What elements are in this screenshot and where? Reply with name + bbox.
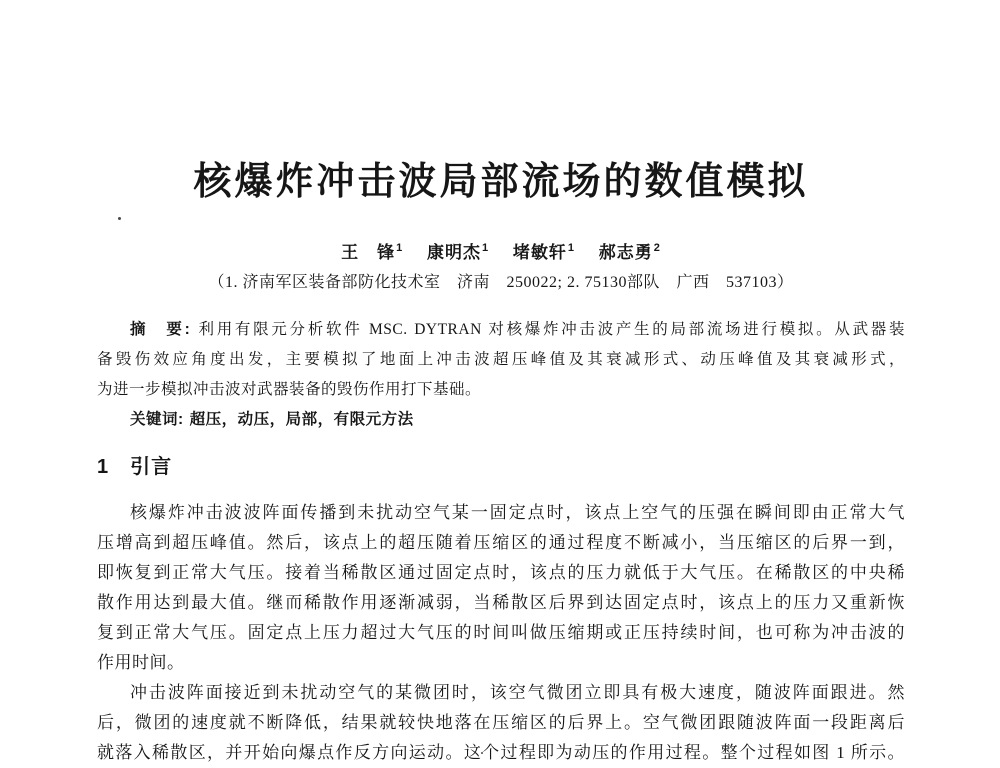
abstract-line: 备毁伤效应角度出发，主要模拟了地面上冲击波超压峰值及其衰减形式、动压峰值及其衰减形式，: [97, 350, 905, 368]
author-name: 王 锋: [341, 242, 396, 262]
abstract-text: 利用有限元分析软件 MSC. DYTRAN 对核爆炸冲击波产生的局部流场进行模拟。从武器装: [196, 320, 905, 338]
body-line: 即恢复到正常大气压。接着当稀散区通过固定点时，该点的压力就低于大气压。在稀散区的中央稀: [97, 563, 905, 583]
abstract-block: [97, 315, 905, 435]
keywords-label: 关键词:: [130, 410, 184, 428]
body-line: 核爆炸冲击波波阵面传播到未扰动空气某一固定点时，该点上空气的压强在瞬间即由正常大气: [130, 503, 905, 523]
author: [513, 243, 575, 262]
body-line: 散作用达到最大值。继而稀散作用逐渐减弱，当稀散区后界到达固定点时，该点上的压力又重新恢: [97, 593, 905, 613]
author-affil-mark: 1: [482, 242, 490, 254]
paragraph-2: [97, 678, 905, 768]
abstract-label: 摘 要:: [130, 320, 191, 338]
abstract-line: 为进一步模拟冲击波对武器装备的毁伤作用打下基础。: [97, 380, 482, 398]
body-line: 就落入稀散区，并开始向爆点作反方向运动。这个过程即为动压的作用过程。整个过程如图 1 所示。: [97, 743, 905, 763]
affiliation-line: （1. 济南军区装备部防化技术室 济南 250022; 2. 75130部队 广西 537103）: [208, 273, 794, 291]
body-line: 作用时间。: [97, 653, 185, 673]
authors-line: [97, 236, 905, 265]
author-name: 康明杰: [427, 242, 481, 262]
abstract-line: [97, 315, 905, 345]
author: [427, 243, 489, 262]
paragraph-1: [97, 498, 905, 678]
body-line: 压增高到超压峰值。然后，该点上的超压随着压缩区的通过程度不断减小，当压缩区的后界一到，: [97, 533, 905, 553]
keywords-text: 超压，动压，局部，有限元方法: [189, 410, 414, 428]
body-line: 冲击波阵面接近到未扰动空气的某微团时，该空气微团立即具有极大速度，随波阵面跟进。然: [130, 683, 905, 703]
author-affil-mark: 1: [396, 242, 404, 254]
section-heading: 1 引言: [97, 455, 173, 478]
author-affil-mark: 1: [567, 242, 575, 254]
author-name: 堵敏轩: [512, 242, 567, 262]
paper-title: 核爆炸冲击波局部流场的数值模拟: [193, 161, 809, 203]
body-line: 后，微团的速度就不断降低，结果就较快地落在压缩区的后界上。空气微团跟随波阵面一段距离后: [97, 713, 905, 733]
author-affil-mark: 2: [653, 242, 661, 254]
keywords-line: [97, 405, 905, 435]
author-name: 郝志勇: [598, 242, 653, 262]
page-content: [97, 0, 905, 768]
author: [599, 243, 661, 262]
author: [341, 243, 403, 262]
body-line: 复到正常大气压。固定点上压力超过大气压的时间叫做压缩期或正压持续时间，也可称为冲击波的: [97, 623, 905, 643]
